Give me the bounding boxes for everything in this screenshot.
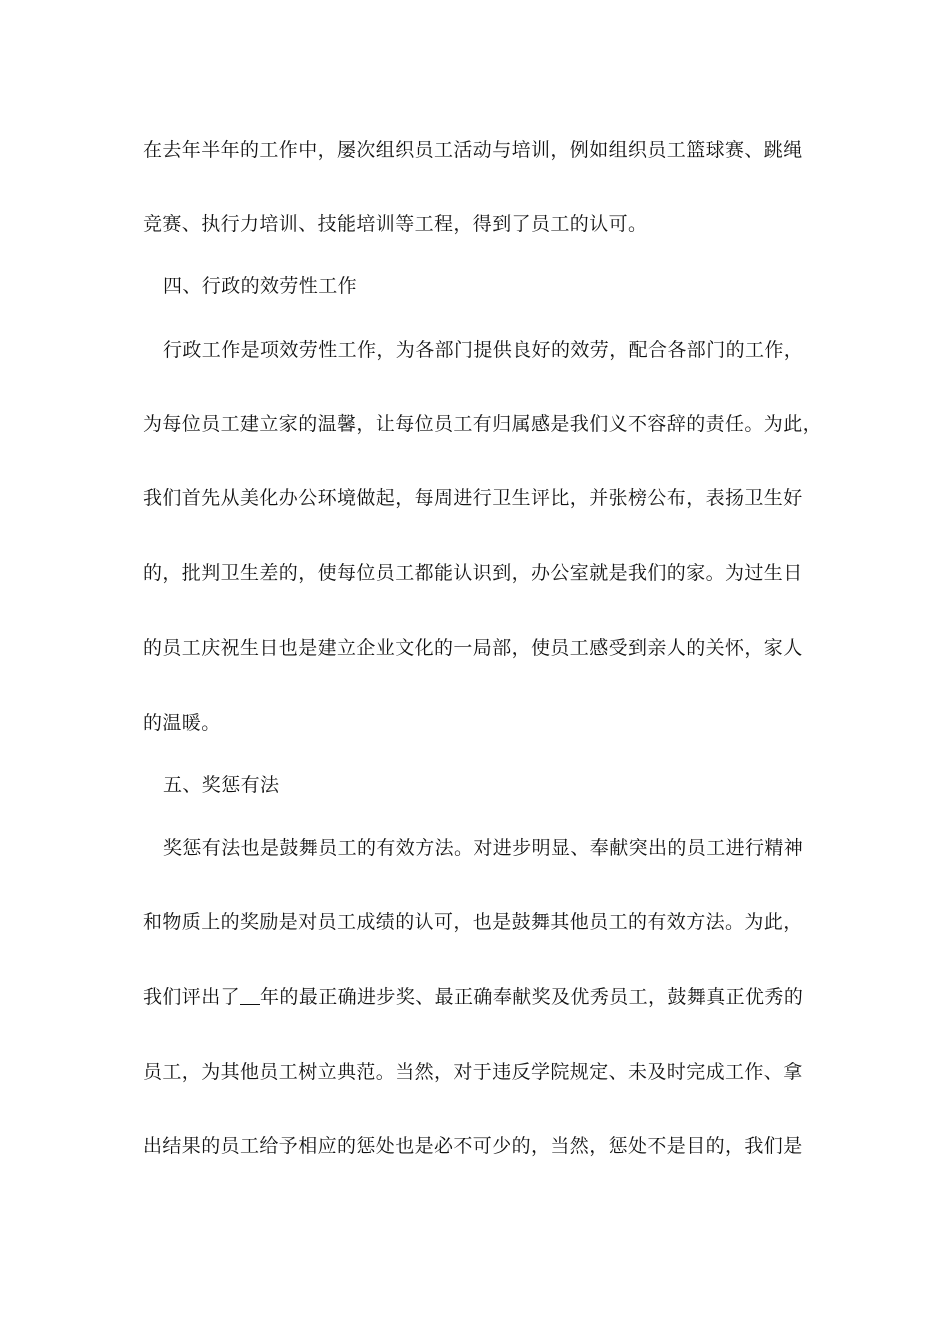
paragraph-line: 我们首先从美化办公环境做起，每周进行卫生评比，并张榜公布，表扬卫生好	[143, 487, 803, 509]
section-heading: 五、奖惩有法	[163, 774, 280, 796]
line-segment: 我们评出了	[143, 986, 241, 1008]
paragraph-line: 竞赛、执行力培训、技能培训等工程，得到了员工的认可。	[143, 213, 648, 235]
paragraph-line: 的员工庆祝生日也是建立企业文化的一局部，使员工感受到亲人的关怀，家人	[143, 637, 803, 659]
paragraph-line: 出结果的员工给予相应的惩处也是必不可少的，当然，惩处不是目的，我们是	[143, 1135, 803, 1157]
paragraph-line: 在去年半年的工作中，屡次组织员工活动与培训，例如组织员工篮球赛、跳绳	[143, 139, 803, 161]
paragraph-line: 奖惩有法也是鼓舞员工的有效方法。对进步明显、奉献突出的员工进行精神	[163, 837, 804, 859]
paragraph-line: 行政工作是项效劳性工作，为各部门提供良好的效劳，配合各部门的工作，	[163, 339, 804, 361]
paragraph-line	[143, 985, 803, 1009]
paragraph-line: 员工，为其他员工树立典范。当然，对于违反学院规定、未及时完成工作、拿	[143, 1061, 803, 1083]
fill-in-blank	[240, 986, 260, 1005]
line-segment: 年的最正确进步奖、最正确奉献奖及优秀员工，鼓舞真正优秀的	[260, 986, 804, 1008]
section-heading: 四、行政的效劳性工作	[163, 275, 358, 297]
paragraph-line: 的，批判卫生差的，使每位员工都能认识到，办公室就是我们的家。为过生日	[143, 562, 803, 584]
paragraph-line: 和物质上的奖励是对员工成绩的认可，也是鼓舞其他员工的有效方法。为此，	[143, 911, 803, 933]
paragraph-line: 的温暖。	[143, 712, 221, 734]
paragraph-line: 为每位员工建立家的温馨，让每位员工有归属感是我们义不容辞的责任。为此，	[143, 413, 823, 435]
